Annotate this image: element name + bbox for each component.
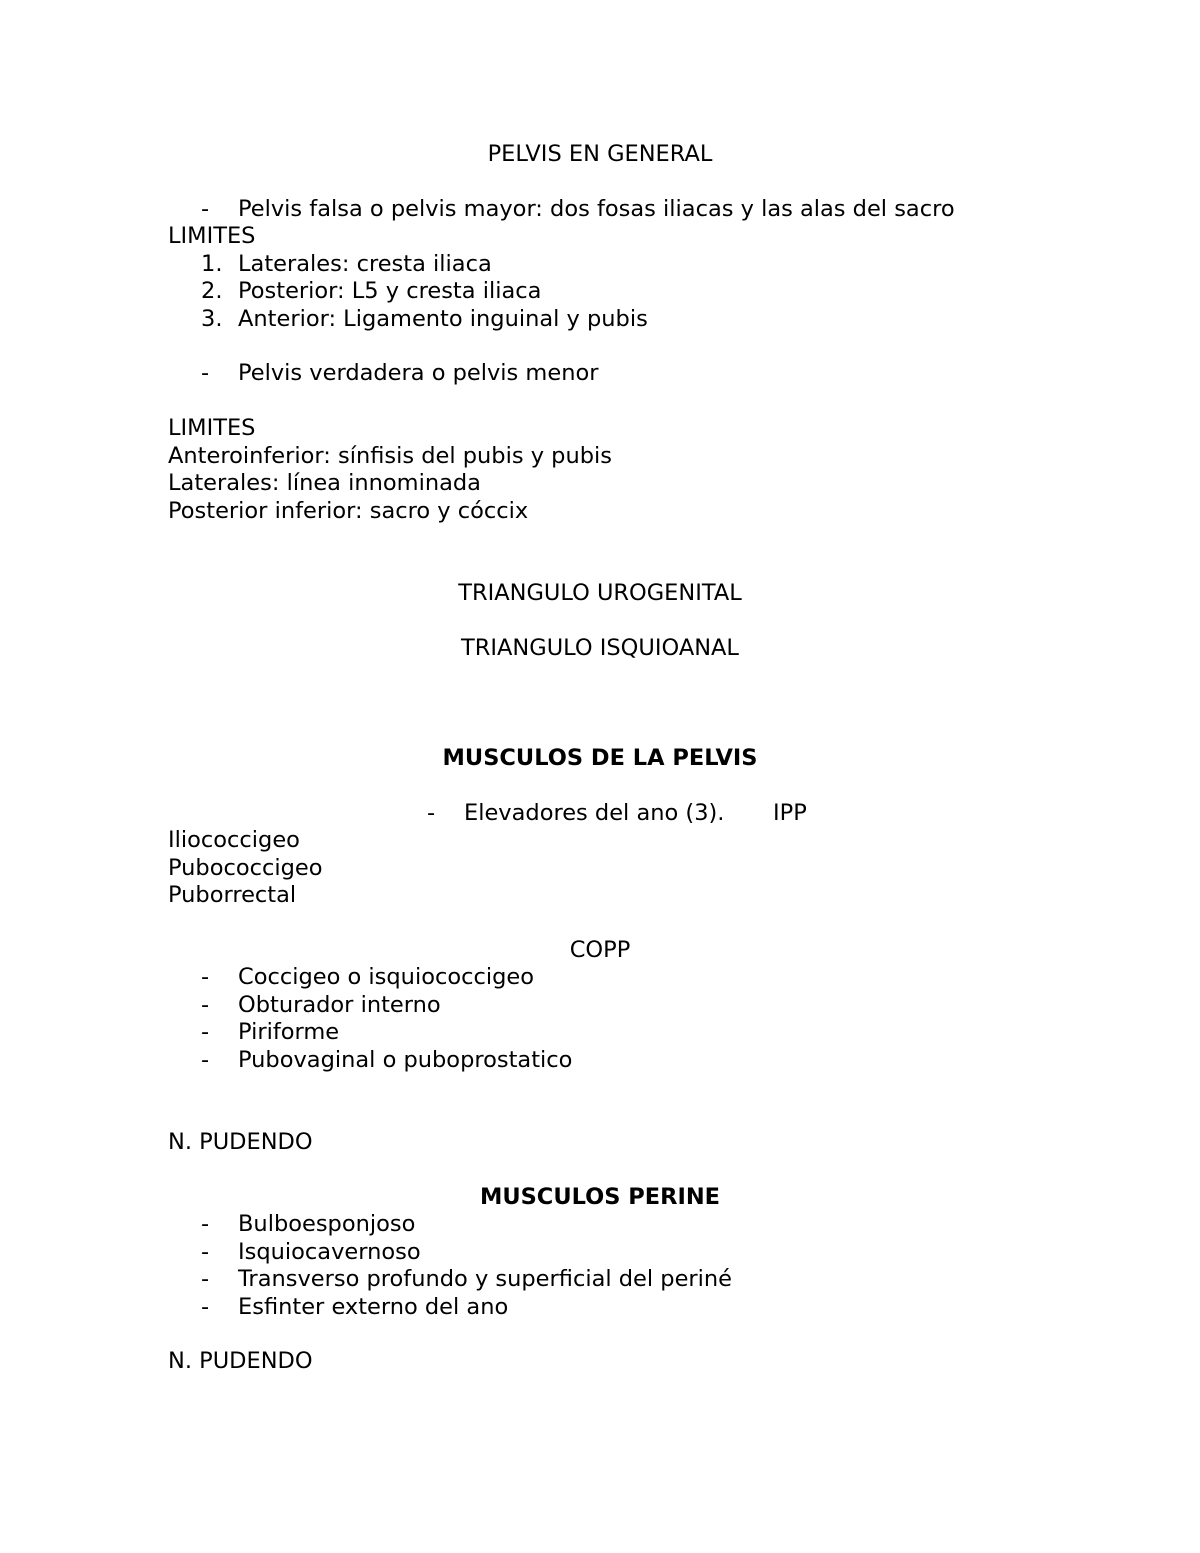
list-item: Obturador interno: [238, 992, 441, 1018]
triangulo-isquioanal-heading: TRIANGULO ISQUIOANAL: [461, 635, 739, 661]
list-marker: -: [201, 196, 210, 222]
elevadores-muscle: Iliococcigeo: [168, 827, 300, 853]
elevadores-abbr: IPP: [773, 800, 807, 826]
limites-heading: LIMITES: [168, 415, 256, 441]
list-marker: -: [201, 1211, 210, 1237]
list-marker: 1.: [201, 251, 223, 277]
limites-line: Anteroinferior: sínfisis del pubis y pubis: [168, 443, 612, 469]
list-marker: -: [201, 1019, 210, 1045]
elevadores-item: Elevadores del ano (3).: [464, 800, 725, 826]
limites-line: Posterior inferior: sacro y cóccix: [168, 498, 529, 524]
musculos-pelvis-heading: MUSCULOS DE LA PELVIS: [442, 745, 758, 771]
list-marker: -: [201, 964, 210, 990]
list-item: Pubovaginal o puboprostatico: [238, 1047, 573, 1073]
nervio-pudendo: N. PUDENDO: [168, 1348, 313, 1374]
list-item: Anterior: Ligamento inguinal y pubis: [238, 306, 648, 332]
triangulo-urogenital-heading: TRIANGULO UROGENITAL: [458, 580, 742, 606]
list-marker: -: [427, 800, 436, 826]
limites-heading: LIMITES: [168, 223, 256, 249]
list-marker: -: [201, 1294, 210, 1320]
list-item: Esfinter externo del ano: [238, 1294, 509, 1320]
list-item: Coccigeo o isquiococcigeo: [238, 964, 534, 990]
list-item: Piriforme: [238, 1019, 340, 1045]
nervio-pudendo: N. PUDENDO: [168, 1129, 313, 1155]
elevadores-muscle: Puborrectal: [168, 882, 297, 908]
pelvis-verdadera-item: Pelvis verdadera o pelvis menor: [238, 360, 599, 386]
elevadores-muscle: Pubococcigeo: [168, 855, 323, 881]
list-item: Posterior: L5 y cresta iliaca: [238, 278, 542, 304]
list-marker: 2.: [201, 278, 223, 304]
list-marker: -: [201, 1239, 210, 1265]
list-marker: -: [201, 1266, 210, 1292]
copp-heading: COPP: [569, 937, 631, 963]
list-item: Bulboesponjoso: [238, 1211, 416, 1237]
list-marker: -: [201, 1047, 210, 1073]
limites-line: Laterales: línea innominada: [168, 470, 481, 496]
list-marker: 3.: [201, 306, 223, 332]
list-marker: -: [201, 992, 210, 1018]
list-item: Transverso profundo y superficial del periné: [238, 1266, 733, 1292]
list-item: Isquiocavernoso: [238, 1239, 421, 1265]
list-item: Laterales: cresta iliaca: [238, 251, 492, 277]
list-marker: -: [201, 360, 210, 386]
musculos-perine-heading: MUSCULOS PERINE: [479, 1184, 721, 1210]
doc-title: PELVIS EN GENERAL: [487, 141, 713, 167]
pelvis-falsa-item: Pelvis falsa o pelvis mayor: dos fosas iliacas y las alas del sacro: [238, 196, 955, 222]
